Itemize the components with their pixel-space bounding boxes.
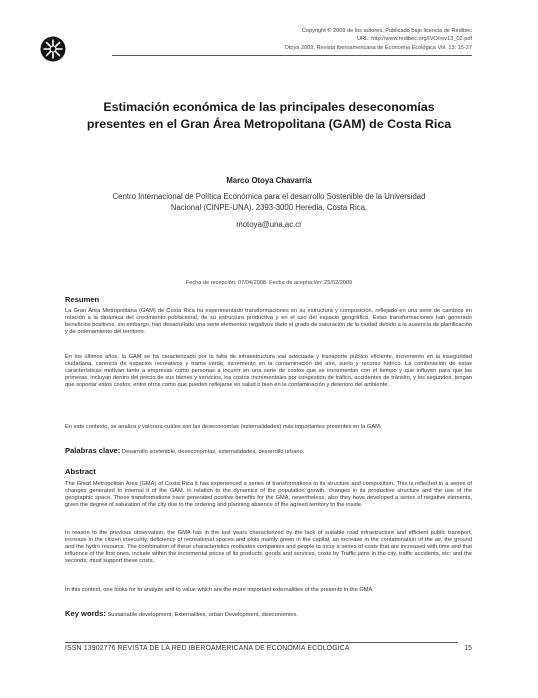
abstract-paragraph-2: In reason to the previous observation, the GMA has in the last years characterized by the lack of suitable road infrastructure and efficient public transport, increase in the citizen insecurity, deficiency of recreational spaces and plots mainly green in the capital, an increase in the contamination of the air, the ground and the hydro resource. The combination of these characteristics motivates companies and people to incur a series of costs that are increased with time and that influence of the first ones, include within the incremental prices of its products, goods and services, costs by Traffic jams in the city, traffic accidents, etc; and the seconds, must support these costs.	[65, 530, 472, 565]
page-number: 15	[464, 645, 472, 652]
abstract-paragraph-1: The Great Metropolitan Area (GMA) of Costa Rica it has experienced a series of transformations in its structure and composition. This is reflected in a series of changes generated to internal it of the GAM, in relation to the dynamics of the population growth, changes in its productive structure and the use of the geographic space. These transformations have generated positive benefits for the GMA, nevertheless; also they have developed a series of negative elements, given the degree of saturation of the city due to the ordering and planning absence of the agreed territory to the inside.	[65, 481, 472, 509]
title-line-2: presentes en el Gran Área Metropolitana (GAM) de Costa Rica	[86, 116, 452, 131]
resumen-paragraph-2: En los últimos años, la GAM se ha caracterizado por la falta de infraestructura vial adecuada y transporte público eficiente, incremento en la inseguridad ciudadana, carencia de espacios recreativos y trama verde, incremento en la contaminación del aire, suelo y recurso hídrico. La combinación de estas características motivan tanto a empresas como personas a incurrir en una serie de costos que se incrementan con el tiempo y que influyen para que las primeras, incluyan dentro del precio de sus bienes y servicios, los costos incrementales por congestión de tráfico, accidentes de tránsito, y los segundos, tengan que soportar estos costos; entre otros como que pueden reflejarse en salud o bien en la contaminación y deterioro del ambiente.	[65, 354, 472, 389]
palabras-clave-text: Desarrollo sostenible, deseconomías, externalidades, desarrollo urbano.	[120, 449, 305, 455]
key-words-label: Key words:	[65, 609, 106, 618]
palabras-clave	[65, 446, 472, 455]
citation-line: Otoya 2009. Revista Iberoamericana de Economía Ecológica Vol. 13: 15-27	[284, 44, 472, 51]
author-name: Marco Otoya Chavarría	[226, 176, 312, 185]
author-email[interactable]: motoya@una.ac.cr	[236, 220, 302, 229]
journal-header	[284, 27, 472, 52]
affiliation-line-2: Nacional (CINPE-UNA). 2393-3000 Heredia, Costa Rica.	[170, 202, 368, 212]
url-line[interactable]: URL: http://www.redibec.org/IVO/rev13_02.pdf	[356, 36, 472, 43]
article-title	[40, 99, 498, 132]
copyright-line: Copyright © 2009 de los autores. Publicado bajo licencia de Redibec	[301, 28, 472, 34]
resumen-paragraph-1: La Gran Área Metropolitana (GAM) de Costa Rica ha experimentado transformaciones en su estructura y composición, reflejado en una serie de cambios en relación a la dinámica del crecimiento poblacional, de su estructura productiva y en el uso del espacio geográfico. Estas transformaciones han generado beneficios positivos, sin embargo, han desarrollado una serie elementos negativos dado el grado de saturación de la ciudad debido a la ausencia de planificación y de ordenamiento del territorio.	[65, 308, 472, 336]
footer-journal: ISSN 13902776 REVISTA DE LA RED IBEROAMERICANA DE ECONOMÍA ECOLÓGICA	[65, 645, 350, 652]
abstract-paragraph-3: In this context, one looks for to analyze and to value which are the more important externalities of the presents in the GMA.	[65, 587, 374, 593]
resumen-paragraph-3: En este contexto, se analiza y valorara cuáles son las deseconomías (externalidades) más importantes presentes en la GAM.	[65, 424, 382, 430]
footer-divider	[65, 642, 458, 643]
abstract-heading: Abstract	[65, 467, 96, 476]
author-affiliation	[70, 192, 468, 213]
resumen-heading: Resumen	[65, 295, 100, 304]
key-words	[65, 609, 472, 618]
palabras-clave-label: Palabras clave:	[65, 446, 121, 455]
header-divider	[112, 55, 472, 56]
title-line-1: Estimación económica de las principales deseconomías	[103, 100, 435, 114]
submission-dates: Fecha de recepción: 07/04/2008. Fecha de aceptación: 25/02/2009	[185, 280, 353, 286]
affiliation-line-1: Centro Internacional de Política Económica para el desarrollo Sostenible de la Universidad	[112, 192, 426, 201]
key-words-text: Sustainable development, Externalities, urban Development, diseconomies.	[105, 612, 298, 618]
redibec-logo-icon	[40, 36, 66, 62]
